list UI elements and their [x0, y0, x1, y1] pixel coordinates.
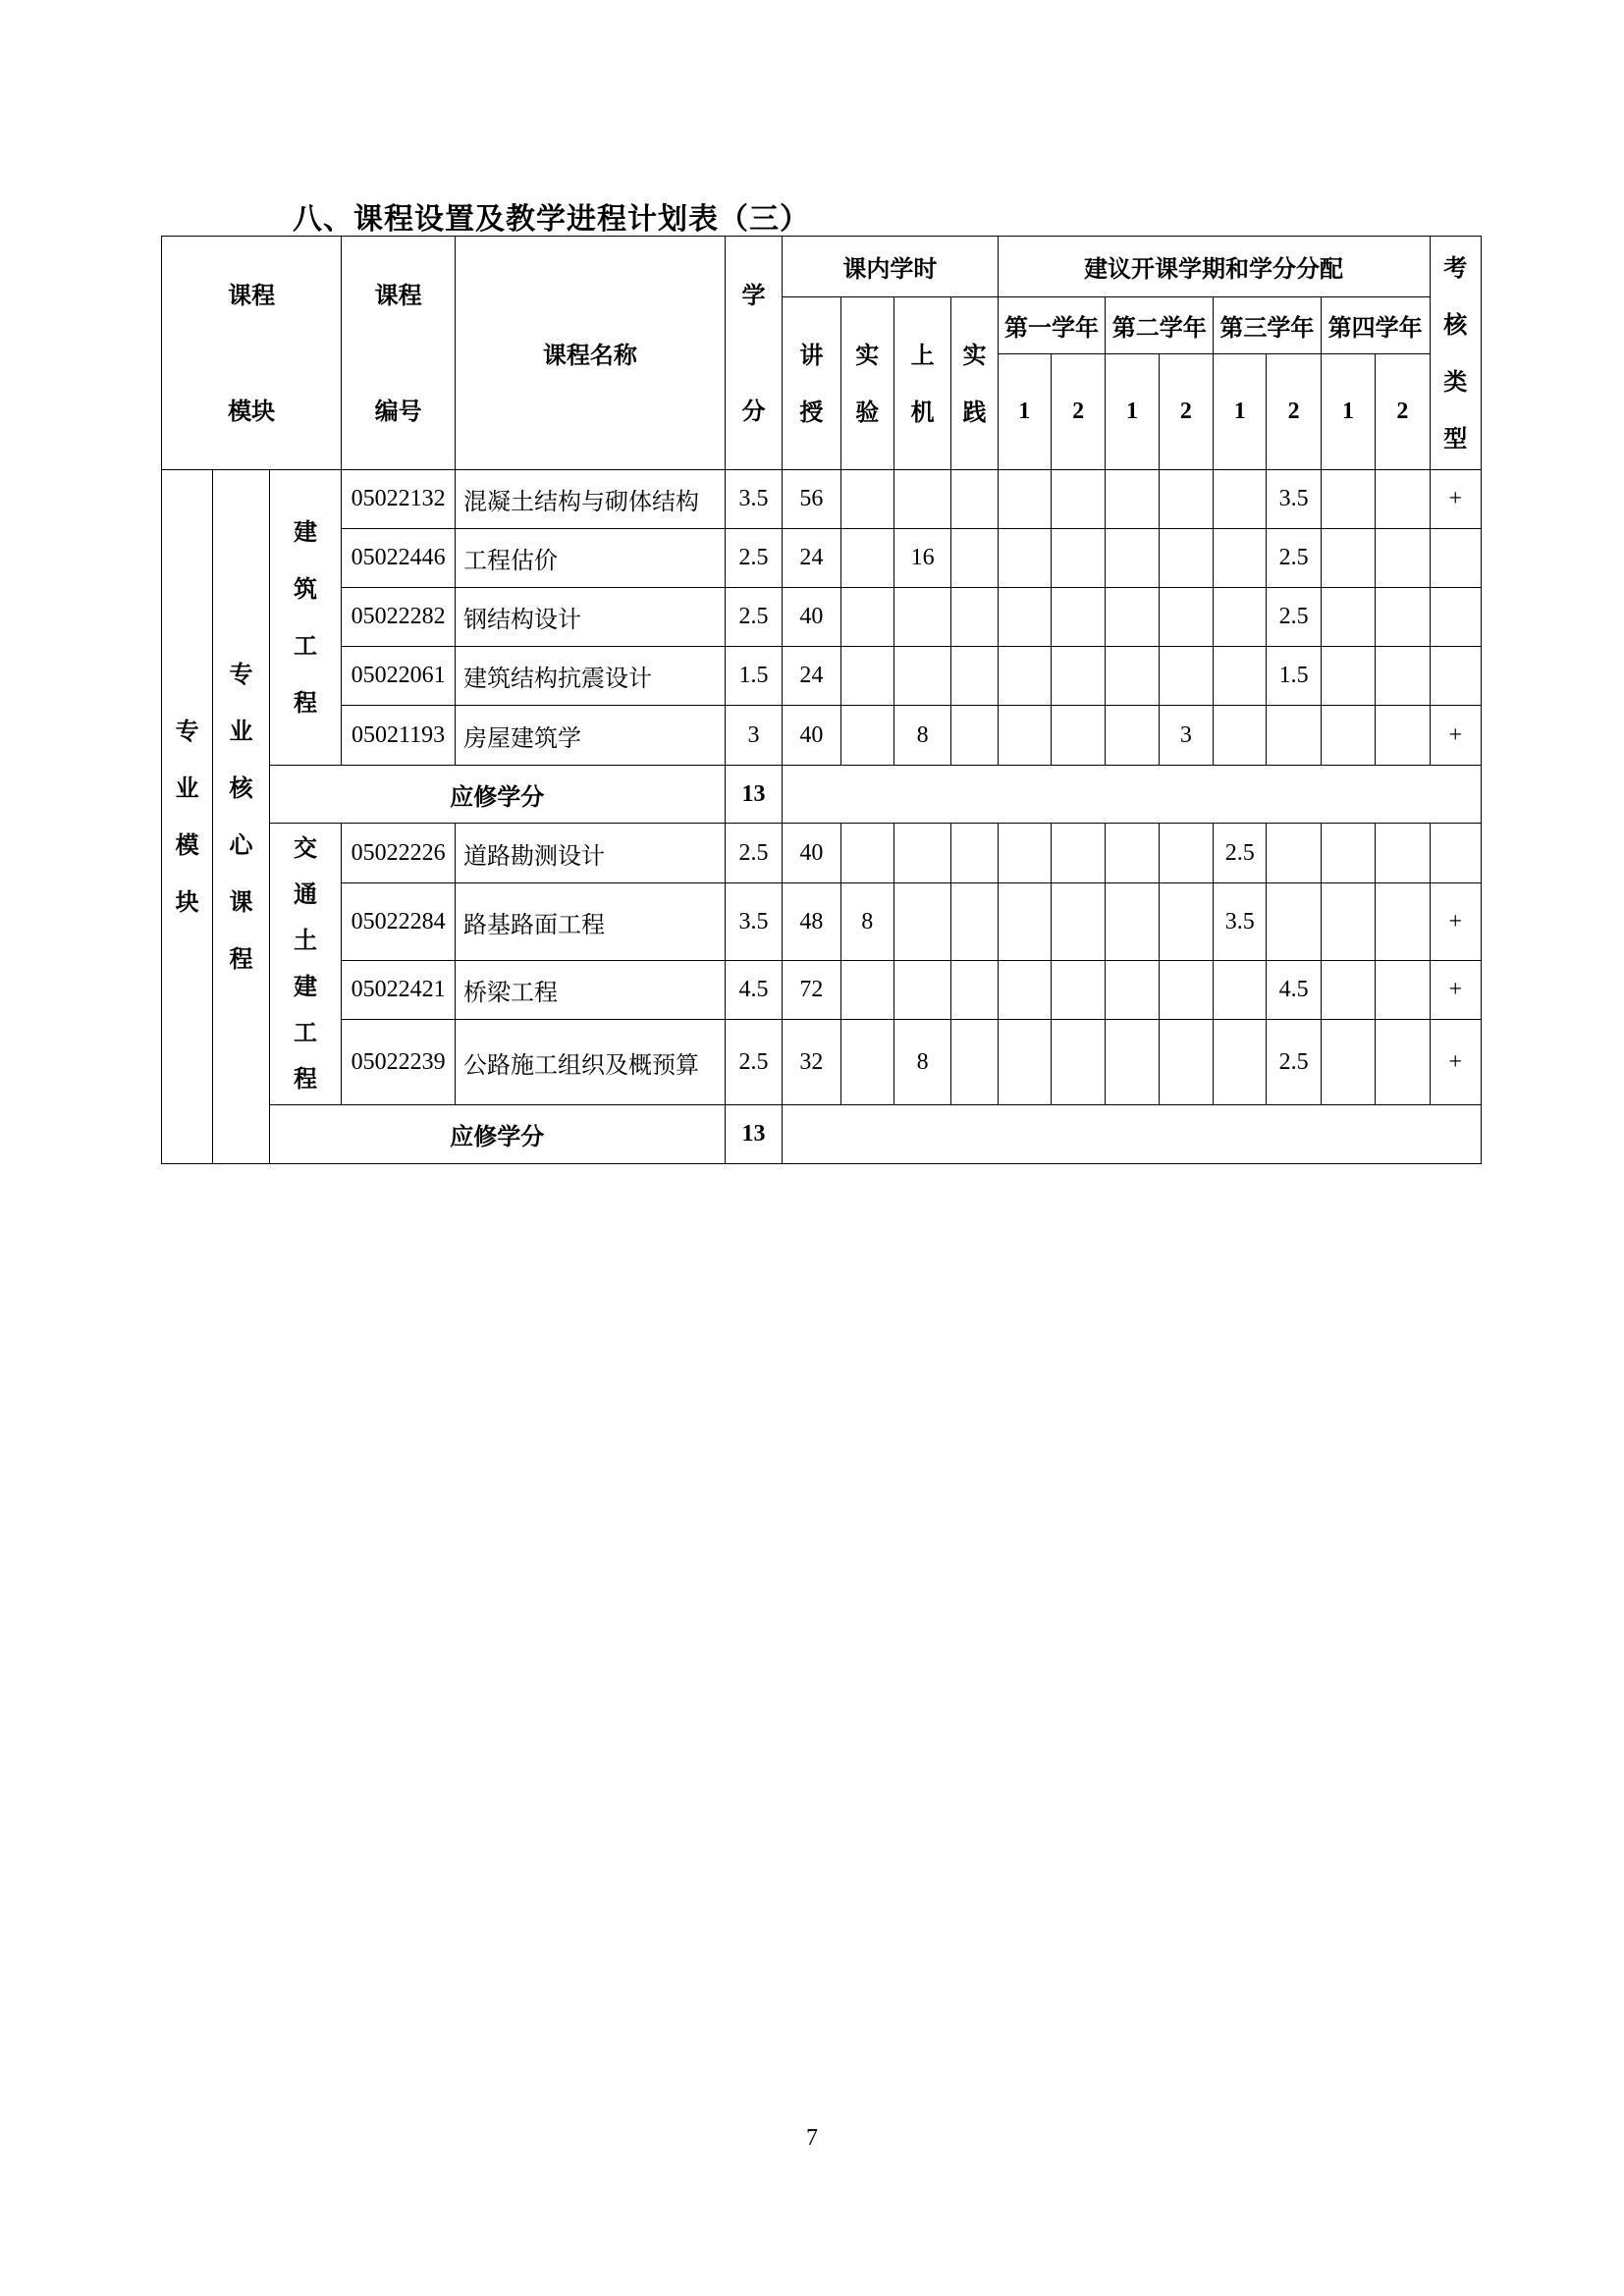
semester-credit-cell	[1267, 883, 1321, 961]
semester-credit-cell	[1051, 529, 1105, 588]
semester-credit-cell	[1376, 824, 1430, 883]
semester-credit-cell	[1321, 470, 1375, 529]
hours-cell	[951, 647, 998, 706]
semester-credit-cell	[1106, 588, 1159, 647]
semester-credit-cell	[1214, 588, 1267, 647]
semester-credit-cell	[1376, 706, 1430, 766]
course-credit: 3.5	[725, 883, 782, 961]
hours-cell	[840, 529, 893, 588]
course-name: 道路勘测设计	[455, 824, 725, 883]
semester-credit-cell	[1214, 1020, 1267, 1105]
hours-cell	[951, 961, 998, 1020]
semester-credit-cell	[1321, 1020, 1375, 1105]
empty-cell	[783, 1105, 1482, 1164]
semester-credit-cell	[998, 706, 1051, 766]
exam-type-cell: +	[1430, 470, 1482, 529]
header-term: 1	[1214, 354, 1267, 470]
exam-type-cell: +	[1430, 883, 1482, 961]
header-experiment: 实 验	[840, 297, 893, 470]
course-code: 05022132	[342, 470, 456, 529]
hours-cell: 8	[840, 883, 893, 961]
course-name: 建筑结构抗震设计	[455, 647, 725, 706]
semester-credit-cell	[1106, 647, 1159, 706]
semester-credit-cell	[1376, 470, 1430, 529]
semester-credit-cell	[1159, 529, 1213, 588]
header-term: 2	[1159, 354, 1213, 470]
semester-credit-cell: 4.5	[1267, 961, 1321, 1020]
hours-cell	[951, 470, 998, 529]
header-year-4: 第四学年	[1321, 297, 1430, 354]
semester-credit-cell	[998, 824, 1051, 883]
hours-cell: 56	[783, 470, 840, 529]
semester-credit-cell	[1159, 961, 1213, 1020]
course-credit: 2.5	[725, 529, 782, 588]
module-label: 专 业 模 块	[162, 470, 213, 1164]
course-name: 房屋建筑学	[455, 706, 725, 766]
semester-credit-cell: 2.5	[1267, 588, 1321, 647]
hours-cell: 8	[893, 1020, 950, 1105]
course-credit: 3.5	[725, 470, 782, 529]
hours-cell	[840, 470, 893, 529]
hours-cell	[840, 647, 893, 706]
semester-credit-cell: 1.5	[1267, 647, 1321, 706]
hours-cell: 40	[783, 706, 840, 766]
semester-credit-cell	[1159, 883, 1213, 961]
semester-credit-cell	[1051, 961, 1105, 1020]
hours-cell: 8	[893, 706, 950, 766]
course-code: 05022061	[342, 647, 456, 706]
semester-credit-cell	[1159, 1020, 1213, 1105]
hours-cell: 72	[783, 961, 840, 1020]
header-year-3: 第三学年	[1214, 297, 1322, 354]
table-row	[162, 1020, 1482, 1105]
course-name: 路基路面工程	[455, 883, 725, 961]
header-semesters-group: 建议开课学期和学分分配	[998, 237, 1430, 297]
hours-cell	[951, 706, 998, 766]
page-title: 八、课程设置及教学进程计划表（三）	[293, 202, 810, 237]
header-term: 2	[1051, 354, 1105, 470]
table-row	[162, 824, 1482, 883]
semester-credit-cell	[1051, 1020, 1105, 1105]
semester-credit-cell: 2.5	[1267, 529, 1321, 588]
table-row	[162, 647, 1482, 706]
course-name: 桥梁工程	[455, 961, 725, 1020]
header-term: 1	[1321, 354, 1375, 470]
header-credit: 学 分	[725, 237, 782, 470]
hours-cell	[951, 529, 998, 588]
header-term: 1	[1106, 354, 1159, 470]
course-credit: 3	[725, 706, 782, 766]
hours-cell	[840, 824, 893, 883]
course-code: 05022284	[342, 883, 456, 961]
semester-credit-cell	[1159, 588, 1213, 647]
semester-credit-cell	[1214, 470, 1267, 529]
semester-credit-cell	[998, 883, 1051, 961]
header-lecture: 讲 授	[783, 297, 840, 470]
course-code: 05021193	[342, 706, 456, 766]
semester-credit-cell	[1321, 647, 1375, 706]
required-credits-value: 13	[725, 766, 782, 824]
hours-cell	[893, 961, 950, 1020]
table-row	[162, 470, 1482, 529]
semester-credit-cell: 2.5	[1214, 824, 1267, 883]
required-credits-row	[162, 1105, 1482, 1164]
semester-credit-cell	[1321, 824, 1375, 883]
required-credits-label: 应修学分	[269, 766, 725, 824]
course-plan-table	[161, 236, 1482, 1164]
semester-credit-cell	[1376, 961, 1430, 1020]
semester-credit-cell	[1106, 824, 1159, 883]
course-credit: 2.5	[725, 588, 782, 647]
hours-cell	[893, 824, 950, 883]
semester-credit-cell	[1051, 647, 1105, 706]
semester-credit-cell	[998, 961, 1051, 1020]
hours-cell	[840, 1020, 893, 1105]
course-code: 05022239	[342, 1020, 456, 1105]
course-credit: 2.5	[725, 1020, 782, 1105]
course-credit: 1.5	[725, 647, 782, 706]
semester-credit-cell	[1159, 824, 1213, 883]
course-code: 05022421	[342, 961, 456, 1020]
semester-credit-cell	[1159, 647, 1213, 706]
hours-cell	[893, 883, 950, 961]
semester-credit-cell	[1106, 883, 1159, 961]
header-computer: 上 机	[893, 297, 950, 470]
table-row	[162, 706, 1482, 766]
exam-type-cell	[1430, 529, 1482, 588]
semester-credit-cell	[1159, 470, 1213, 529]
header-term: 1	[998, 354, 1051, 470]
header-term: 2	[1376, 354, 1430, 470]
semester-credit-cell	[1214, 529, 1267, 588]
semester-credit-cell	[1376, 647, 1430, 706]
exam-type-cell	[1430, 647, 1482, 706]
exam-type-cell: +	[1430, 961, 1482, 1020]
semester-credit-cell	[1051, 824, 1105, 883]
semester-credit-cell	[1106, 470, 1159, 529]
submodule-label: 专 业 核 心 课 程	[213, 470, 269, 1164]
semester-credit-cell	[1321, 961, 1375, 1020]
semester-credit-cell	[1267, 706, 1321, 766]
semester-credit-cell	[1376, 1020, 1430, 1105]
semester-credit-cell	[1214, 647, 1267, 706]
semester-credit-cell	[1051, 588, 1105, 647]
header-practice: 实 践	[951, 297, 998, 470]
hours-cell	[893, 588, 950, 647]
exam-type-cell: +	[1430, 706, 1482, 766]
hours-cell: 40	[783, 824, 840, 883]
semester-credit-cell	[1106, 706, 1159, 766]
header-name: 课程名称	[455, 237, 725, 470]
course-credit: 4.5	[725, 961, 782, 1020]
hours-cell	[840, 961, 893, 1020]
header-year-2: 第二学年	[1106, 297, 1214, 354]
course-code: 05022446	[342, 529, 456, 588]
semester-credit-cell	[1267, 824, 1321, 883]
semester-credit-cell: 3	[1159, 706, 1213, 766]
semester-credit-cell: 3.5	[1267, 470, 1321, 529]
hours-cell: 48	[783, 883, 840, 961]
header-module: 课程 模块	[162, 237, 342, 470]
course-name: 混凝土结构与砌体结构	[455, 470, 725, 529]
semester-credit-cell	[1214, 706, 1267, 766]
semester-credit-cell	[1376, 529, 1430, 588]
table-row	[162, 961, 1482, 1020]
exam-type-cell	[1430, 824, 1482, 883]
header-year-1: 第一学年	[998, 297, 1106, 354]
hours-cell	[951, 1020, 998, 1105]
semester-credit-cell	[1214, 961, 1267, 1020]
table-row	[162, 588, 1482, 647]
semester-credit-cell	[1321, 706, 1375, 766]
semester-credit-cell	[1106, 961, 1159, 1020]
required-credits-value: 13	[725, 1105, 782, 1164]
header-code: 课程 编号	[342, 237, 456, 470]
course-name: 工程估价	[455, 529, 725, 588]
semester-credit-cell	[1051, 470, 1105, 529]
semester-credit-cell	[998, 529, 1051, 588]
header-exam-type: 考 核 类 型	[1430, 237, 1482, 470]
course-credit: 2.5	[725, 824, 782, 883]
table-row	[162, 529, 1482, 588]
header-hours-group: 课内学时	[783, 237, 998, 297]
group-label-transport: 交 通 土 建 工 程	[269, 824, 342, 1105]
course-code: 05022282	[342, 588, 456, 647]
semester-credit-cell	[1321, 529, 1375, 588]
semester-credit-cell	[1051, 706, 1105, 766]
required-credits-row	[162, 766, 1482, 824]
empty-cell	[783, 766, 1482, 824]
semester-credit-cell: 2.5	[1267, 1020, 1321, 1105]
required-credits-label: 应修学分	[269, 1105, 725, 1164]
exam-type-cell: +	[1430, 1020, 1482, 1105]
semester-credit-cell	[1376, 883, 1430, 961]
semester-credit-cell	[1051, 883, 1105, 961]
semester-credit-cell	[1106, 1020, 1159, 1105]
exam-type-cell	[1430, 588, 1482, 647]
course-name: 公路施工组织及概预算	[455, 1020, 725, 1105]
page-number: 7	[806, 2125, 818, 2151]
semester-credit-cell	[998, 588, 1051, 647]
hours-cell: 24	[783, 647, 840, 706]
semester-credit-cell	[998, 647, 1051, 706]
hours-cell	[951, 588, 998, 647]
hours-cell	[840, 706, 893, 766]
hours-cell	[893, 647, 950, 706]
group-label-building: 建 筑 工 程	[269, 470, 342, 766]
semester-credit-cell	[1376, 588, 1430, 647]
course-code: 05022226	[342, 824, 456, 883]
hours-cell	[840, 588, 893, 647]
semester-credit-cell	[998, 1020, 1051, 1105]
semester-credit-cell	[1321, 588, 1375, 647]
hours-cell: 32	[783, 1020, 840, 1105]
semester-credit-cell	[1321, 883, 1375, 961]
table-row	[162, 883, 1482, 961]
course-name: 钢结构设计	[455, 588, 725, 647]
hours-cell: 24	[783, 529, 840, 588]
semester-credit-cell: 3.5	[1214, 883, 1267, 961]
hours-cell	[893, 470, 950, 529]
hours-cell: 16	[893, 529, 950, 588]
semester-credit-cell	[1106, 529, 1159, 588]
semester-credit-cell	[998, 470, 1051, 529]
hours-cell: 40	[783, 588, 840, 647]
header-term: 2	[1267, 354, 1321, 470]
hours-cell	[951, 883, 998, 961]
hours-cell	[951, 824, 998, 883]
